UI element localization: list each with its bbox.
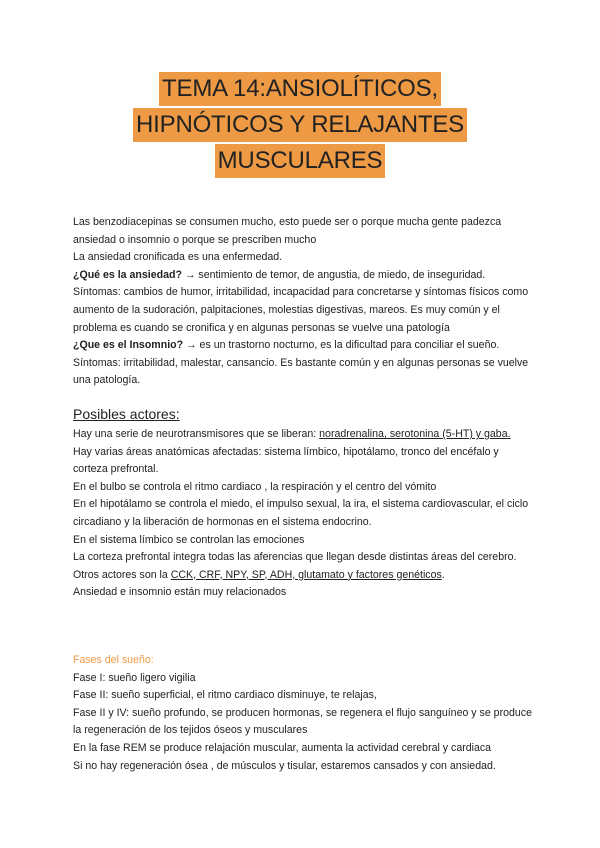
title-line-2: HIPNÓTICOS Y RELAJANTES: [133, 108, 467, 142]
anxiety-answer: → sentimiento de temor, de angustia, de miedo, de inseguridad.: [181, 268, 486, 281]
other-actors-intro: Otros actores son la: [73, 568, 171, 581]
sleep-phases-heading: Fases del sueño:: [73, 654, 154, 666]
actors-paragraph: Ansiedad e insomnio están muy relacionados: [73, 586, 287, 599]
anxiety-definition: [73, 267, 535, 285]
sleep-phase-item: En la fase REM se produce relajación muscular, aumenta la actividad cerebral y cardiaca: [73, 741, 492, 754]
sleep-phases-section: [73, 652, 535, 775]
title-line-3: MUSCULARES: [215, 144, 386, 178]
other-actors-paragraph: [73, 567, 535, 585]
actors-paragraph: La corteza prefrontal integra todas las aferencias que llegan desde distintas áreas del cerebro.: [73, 551, 517, 564]
neurotransmitters-intro: Hay una serie de neurotransmisores que se liberan:: [73, 428, 320, 440]
neurotransmitters-list: noradrenalina, serotonina (5-HT) y gaba.: [319, 428, 511, 440]
sleep-phase-item: Si no hay regeneración ósea , de músculos y tisular, estaremos cansados y con ansiedad.: [73, 759, 496, 772]
sleep-phase-item: Fase II: sueño superficial, el ritmo cardiaco disminuye, te relajas,: [73, 689, 377, 702]
sleep-phase-item: Fase I: sueño ligero vigilia: [73, 671, 196, 684]
actors-paragraph: Hay varias áreas anatómicas afectadas: sistema límbico, hipotálamo, tronco del encéfalo y corteza prefrontal.: [73, 445, 499, 476]
document-title: [0, 72, 600, 180]
anxiety-question: ¿Qué es la ansiedad?: [73, 268, 182, 281]
insomnia-definition: [73, 337, 535, 355]
actors-paragraph: En el hipotálamo se controla el miedo, el impulso sexual, la ira, el sistema cardiovascular, el ciclo circadiano y la liberación de hormonas en el sistema endocrino.: [73, 498, 529, 528]
actors-heading: Posibles actores:: [73, 406, 180, 422]
neurotransmitters-paragraph: [73, 426, 535, 444]
insomnia-answer: → es un trastorno nocturno, es la dificultad para conciliar el sueño.: [183, 339, 500, 352]
insomnia-symptoms: Síntomas: irritabilidad, malestar, cansancio. Es bastante común y en algunas personas se vuelve una patología.: [73, 356, 529, 387]
insomnia-question: ¿Que es el Insomnio?: [73, 339, 184, 352]
other-actors-list: CCK, CRF, NPY, SP, ADH, glutamato y factores genéticos: [170, 568, 442, 581]
actors-paragraph: En el sistema límbico se controlan las emociones: [73, 533, 305, 546]
actors-paragraph: En el bulbo se controla el ritmo cardiaco , la respiración y el centro del vómito: [73, 480, 437, 493]
title-line-1: TEMA 14:ANSIOLÍTICOS,: [159, 72, 441, 106]
sleep-phase-item: Fase II y IV: sueño profundo, se producen hormonas, se regenera el flujo sanguíneo y se produce la regeneración de los tejidos óseos y musculares: [73, 706, 532, 737]
intro-paragraph: La ansiedad cronificada es una enfermedad.: [73, 251, 283, 264]
other-actors-end: .: [441, 568, 445, 581]
intro-section: [73, 214, 535, 390]
anxiety-symptoms: Síntomas: cambios de humor, irritabilidad, incapacidad para concretarse y síntomas físicos como aumento de la sudoración, palpitaciones, molestias digestivas, mareos. Es muy común y el problema es cuando se cronifica y en algunas personas se vuelve una patología: [73, 286, 529, 334]
intro-paragraph: Las benzodiacepinas se consumen mucho, esto puede ser o porque mucha gente padezca ansiedad o insomnio o porque se prescriben mucho: [73, 216, 502, 246]
actors-section: [73, 404, 535, 602]
